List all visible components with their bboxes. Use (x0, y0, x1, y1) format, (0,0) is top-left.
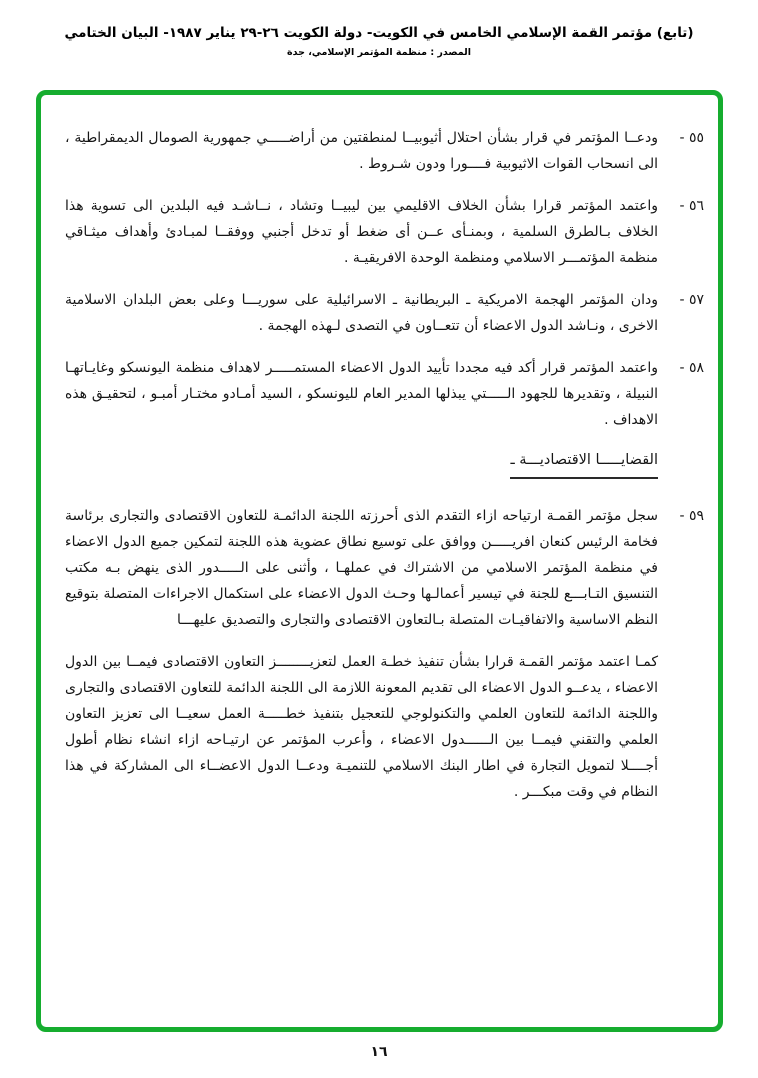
paragraph-56-number: ٥٦ - (679, 198, 704, 214)
document-header (0, 0, 758, 58)
paragraph-55 (65, 125, 704, 177)
source-line: المصدر : منظمة المؤتمر الإسلامي، جدة (287, 47, 471, 58)
paragraph-58-number: ٥٨ - (679, 360, 704, 376)
paragraph-59-text: سجل مؤتمر القمـة ارتياحه ازاء التقدم الذى أحرزته اللجنة الدائمـة للتعاون الاقتصادى والتجارى برئاسة فخامة الرئيس كنعان افريـــــن ووافق على توسيع نطاق عضوية هذه اللجنة لتمكين جميع الدول الاعضاء في منظمة المؤتمر الاسلامي من الاشتراك في عملهـا ، وأثنى على الـــــدور الذى ينهض بـه مكتب التنسيق التـابـــع للجنة في تيسير أعمالـها وحـث الدول الاعضاء على استكمال الاجراءات المتصلة بتوقيع النظم الاساسية والاتفاقيـات المتصلة بـالتعاون الاقتصادى والتجارى والتصديق عليهـــا (65, 508, 658, 628)
page-title: (تابع) مؤتمر القمة الإسلامي الخامس في الكويت- دولة الكويت ٢٦-٢٩ يناير ١٩٨٧- البيان الختامي (64, 25, 694, 41)
paragraph-55-text: ودعــا المؤتمر في قرار بشأن احتلال أثيوبيــا لمنطقتين من أراضـــــي جمهورية الصومال الديمقراطية ، الى انسحاب القوات الاثيوبية فــــورا ودون شـروط . (65, 130, 658, 172)
paragraph-59-number: ٥٩ - (679, 508, 704, 524)
section-heading-economic-issues: القضايـــــا الاقتصاديـــة ـ (510, 452, 658, 479)
paragraph-57 (65, 287, 704, 339)
document-frame (36, 90, 723, 1032)
paragraph-58 (65, 355, 704, 433)
paragraph-56 (65, 193, 704, 271)
paragraph-59-continuation (65, 649, 704, 805)
paragraph-57-text: ودان المؤتمر الهجمة الامريكية ـ البريطانية ـ الاسرائيلية على سوريـــا وعلى بعض البلدان الاسلامية الاخرى ، ونـاشد الدول الاعضاء أن تتعــاون في التصدى لـهذه الهجمة . (65, 292, 658, 334)
page-number: ١٦ (370, 1044, 388, 1060)
paragraph-59-continuation-indent (658, 649, 704, 805)
paragraph-56-text: واعتمد المؤتمر قرارا بشأن الخلاف الاقليمي بين ليبيــا وتشاد ، نــاشـد فيه البلدين الى تسوية هذا الخلاف بـالطرق السلمية ، وبمنـأى عــن أى ضغط أو تدخل أجنبي ووفقــا لمبـادئ وأهداف ميثـاقي منظمة المؤتمـــر الاسلامي ومنظمة الوحدة الافريقيـة . (65, 198, 658, 266)
paragraph-59-continuation-text: كمـا اعتمد مؤتمر القمـة قرارا بشأن تنفيذ خطـة العمل لتعزيــــــــز التعاون الاقتصادى فيمــا بين الدول الاعضاء ، يدعــو الدول الاعضاء الى تقديم المعونة اللازمة الى اللجنة الدائمة للتعاون الاقتصادى والتجارى واللجنة الدائمة للتعاون العلمي والتكنولوجي للتعجيل بتنفيذ خطـــــة العمل سعيــا الى تعزيز التعاون العلمي والتقني فيمــا بين الــــــدول الاعضاء ، وأعرب المؤتمر عن ارتيـاحه ازاء انشاء نظام أطول أجــــلا لتمويل التجارة في اطار البنك الاسلامي للتنميـة ودعــا الدول الاعضــاء الى المشاركة في هذا النظام في وقت مبكـــر . (65, 654, 658, 800)
paragraph-57-number: ٥٧ - (679, 292, 704, 308)
paragraph-55-number: ٥٥ - (679, 130, 704, 146)
paragraph-58-text: واعتمد المؤتمر قرار أكد فيه مجددا تأييد الدول الاعضاء المستمـــــر لاهداف منظمة اليونسكو وغايـاتهـا النبيلة ، وتقديرها للجهود الـــــتي يبذلها المدير العام لليونسكو ، السيد أمـادو مختـار أمبـو ، لتحقيـق هذه الاهداف . (65, 360, 658, 428)
paragraph-59 (65, 503, 704, 633)
section-heading-row (65, 449, 658, 479)
